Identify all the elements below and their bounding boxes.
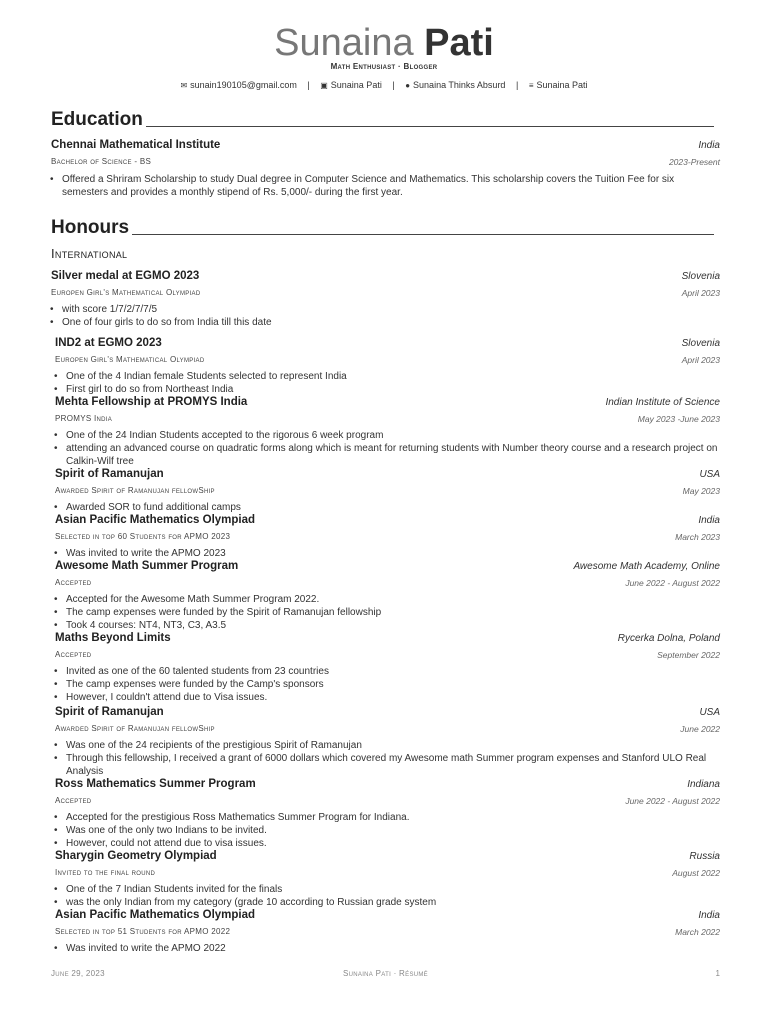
- entry-title: Spirit of Ramanujan: [55, 706, 164, 718]
- entry-title: IND2 at EGMO 2023: [55, 337, 162, 349]
- entry-item: • with score 1/7/2/7/7/5: [48, 303, 720, 316]
- entry-title: Asian Pacific Mathematics Olympiad: [55, 909, 256, 921]
- entry-date: April 2023: [681, 288, 720, 298]
- entry-position: Selected in top 60 Students for APMO 2023: [55, 532, 231, 541]
- entry-title: Mehta Fellowship at PROMYS India: [55, 396, 248, 408]
- footer-title: Sunaina Pati · Résumé: [343, 969, 428, 978]
- entry-position: Awarded Spirit of Ramanujan fellowShip: [55, 724, 215, 733]
- entry-item: • One of the 24 Indian Students accepted to the rigorous 6 week program: [52, 429, 720, 442]
- entry-location: USA: [699, 707, 720, 718]
- entry-items: [52, 593, 720, 632]
- stack-icon: ≡: [528, 81, 534, 90]
- entry-location: Rycerka Dolna, Poland: [617, 633, 720, 644]
- entry-location: Slovenia: [681, 338, 720, 349]
- entry-position: Invited to the final round: [55, 868, 156, 877]
- entry-location: India: [698, 140, 720, 151]
- entry-item: • Was invited to write the APMO 2023: [52, 547, 720, 560]
- entry-date: May 2023: [682, 486, 720, 496]
- entry-item: • Awarded SOR to fund additional camps: [52, 501, 720, 514]
- entry-item: • Accepted for the prestigious Ross Mathematics Summer Program for Indiana.: [52, 811, 720, 824]
- entry-date: June 2022 - August 2022: [625, 578, 720, 588]
- contact-separator: |: [307, 80, 310, 90]
- entry-item: • was the only Indian from my category (grade 10 according to Russian grade system: [52, 896, 720, 909]
- entry-item: • Invited as one of the 60 talented students from 23 countries: [52, 665, 720, 678]
- entry-items: [48, 173, 720, 199]
- entry-date: May 2023 -June 2023: [637, 414, 720, 424]
- entry-item: • One of four girls to do so from India till this date: [48, 316, 720, 329]
- entry-position: Europen Girl's Mathematical Olympiad: [51, 288, 201, 297]
- entry-title: Maths Beyond Limits: [55, 632, 171, 644]
- linkedin-link[interactable]: [320, 80, 382, 90]
- entry-title: Silver medal at EGMO 2023: [51, 270, 200, 282]
- blog-icon: ●: [405, 81, 411, 90]
- entry-items: [52, 370, 720, 396]
- entry-item: • Offered a Shriram Scholarship to study Dual degree in Computer Science and Mathematics. This scholarship covers the Tuition Fee for six semesters and provides a monthly stipend of Rs. 5,000/- during the first year.: [48, 173, 720, 199]
- entry-items: [52, 547, 720, 560]
- footer-page-number: 1: [715, 969, 720, 978]
- education-rule: [146, 126, 714, 127]
- entry-date: June 2022: [680, 724, 720, 734]
- entry-date: March 2023: [675, 532, 720, 542]
- entry-date: 2023-Present: [668, 157, 720, 167]
- entry-item: • attending an advanced course on quadratic forms along which is meant for returning students with Number theory course and a research project on Calkin-Wilf tree: [52, 442, 720, 468]
- entry-item: • Was one of the only two Indians to be invited.: [52, 824, 720, 837]
- entry-title: Awesome Math Summer Program: [55, 560, 239, 572]
- entry-items: [52, 665, 720, 704]
- entry-location: Russia: [689, 851, 720, 862]
- entry-date: March 2022: [675, 927, 720, 937]
- honours-heading: Honours: [51, 217, 130, 238]
- entry-position: Awarded Spirit of Ramanujan fellowShip: [55, 486, 215, 495]
- resume-name: [0, 20, 768, 66]
- entry-items: [52, 883, 720, 909]
- last-name: Pati: [424, 22, 494, 64]
- entry-items: [52, 811, 720, 850]
- email-link[interactable]: [180, 80, 296, 90]
- entry-items: [52, 429, 720, 468]
- envelope-icon: ✉: [180, 81, 188, 90]
- entry-items: [52, 501, 720, 514]
- entry-date: April 2023: [681, 355, 720, 365]
- contact-bar: [0, 80, 768, 90]
- entry-item: • Was one of the 24 recipients of the prestigious Spirit of Ramanujan: [52, 739, 720, 752]
- honours-subsection: International: [51, 246, 128, 261]
- contact-separator: |: [392, 80, 395, 90]
- entry-items: [52, 942, 720, 955]
- entry-title: Chennai Mathematical Institute: [51, 139, 221, 151]
- entry-location: Awesome Math Academy, Online: [573, 561, 720, 572]
- entry-item: • However, could not attend due to visa issues.: [52, 837, 720, 850]
- entry-location: Indiana: [687, 779, 720, 790]
- blog-link[interactable]: [405, 80, 505, 90]
- entry-position: PROMYS India: [55, 414, 113, 423]
- entry-item: • However, I couldn't attend due to Visa issues.: [52, 691, 720, 704]
- entry-location: India: [698, 515, 720, 526]
- entry-position: Accepted: [55, 796, 92, 805]
- entry-item: • First girl to do so from Northeast India: [52, 383, 720, 396]
- entry-items: [48, 303, 720, 329]
- entry-location: Indian Institute of Science: [605, 397, 720, 408]
- entry-date: August 2022: [672, 868, 720, 878]
- contact-separator: |: [515, 80, 519, 90]
- entry-position: Bachelor of Science - BS: [51, 157, 152, 166]
- entry-item: • Took 4 courses: NT4, NT3, C3, A3.5: [52, 619, 720, 632]
- education-heading: Education: [51, 109, 143, 130]
- entry-item: • Accepted for the Awesome Math Summer Program 2022.: [52, 593, 720, 606]
- stack-text: Sunaina Pati: [536, 80, 588, 90]
- linkedin-text: Sunaina Pati: [330, 80, 382, 90]
- entry-title: Asian Pacific Mathematics Olympiad: [55, 514, 256, 526]
- entry-position: Europen Girl's Mathematical Olympiad: [55, 355, 205, 364]
- entry-item: • Through this fellowship, I received a grant of 6000 dollars which covered my Awesome math Summer program expenses and Stanford ULO Real Analysis: [52, 752, 720, 778]
- entry-item: • One of the 7 Indian Students invited for the finals: [52, 883, 720, 896]
- entry-item: • Was invited to write the APMO 2022: [52, 942, 720, 955]
- position-tagline: Math Enthusiast · Blogger: [330, 62, 438, 71]
- entry-items: [52, 739, 720, 778]
- entry-location: India: [698, 910, 720, 921]
- entry-title: Sharygin Geometry Olympiad: [55, 850, 217, 862]
- honours-rule: [132, 234, 714, 235]
- first-name: Sunaina: [274, 22, 414, 64]
- stack-link[interactable]: [529, 80, 588, 90]
- linkedin-icon: ▣: [320, 81, 328, 90]
- blog-text: Sunaina Thinks Absurd: [413, 80, 506, 90]
- entry-position: Accepted: [55, 578, 92, 587]
- entry-item: • The camp expenses were funded by the Camp's sponsors: [52, 678, 720, 691]
- entry-location: Slovenia: [681, 271, 720, 282]
- entry-item: • One of the 4 Indian female Students selected to represent India: [52, 370, 720, 383]
- entry-title: Spirit of Ramanujan: [55, 468, 164, 480]
- entry-location: USA: [699, 469, 720, 480]
- email-text: sunain190105@gmail.com: [190, 80, 297, 90]
- entry-item: • The camp expenses were funded by the Spirit of Ramanujan fellowship: [52, 606, 720, 619]
- entry-position: Selected in top 51 Students for APMO 2022: [55, 927, 231, 936]
- entry-position: Accepted: [55, 650, 92, 659]
- entry-date: September 2022: [657, 650, 720, 660]
- entry-title: Ross Mathematics Summer Program: [55, 778, 256, 790]
- footer-date: June 29, 2023: [51, 969, 105, 978]
- entry-date: June 2022 - August 2022: [625, 796, 720, 806]
